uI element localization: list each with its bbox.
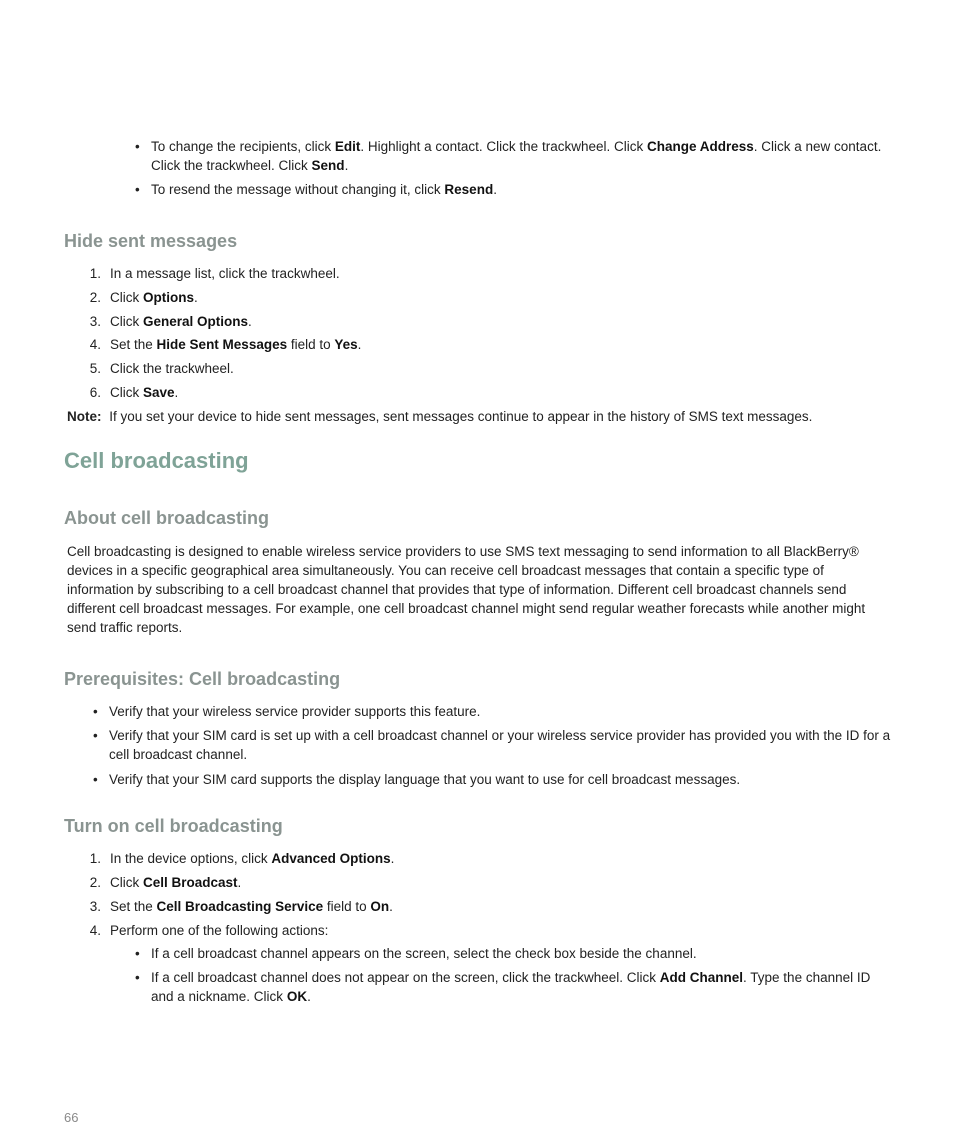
heading-cell-broadcasting: Cell broadcasting: [64, 448, 249, 473]
bullet-text: To resend the message without changing it, click Resend.: [151, 182, 497, 197]
heading-hide-sent-messages: Hide sent messages: [64, 231, 238, 251]
heading-prerequisites: Prerequisites: Cell broadcasting: [64, 669, 341, 689]
bullet-marker: •: [135, 139, 140, 154]
note: [67, 407, 897, 426]
bullet-text: Verify that your SIM card supports the display language that you want to use for cell broadcast messages.: [109, 772, 741, 787]
bullet-text: Verify that your wireless service provider supports this feature.: [109, 704, 481, 719]
bullet-marker: •: [135, 182, 140, 197]
bullet-marker: •: [93, 772, 98, 787]
bullet-text: If a cell broadcast channel does not appear on the screen, click the trackwheel. Click Add Channel. Type the channel ID and a nickname. Click OK.: [151, 970, 871, 1004]
document-page: • To change the recipients, click Edit. Highlight a contact. Click the trackwheel. Click Change Address. Click a new contact. Click the trackwheel. Click Send. • To resend the message without changing it, click Resend. Hide sent messages 1. In a message list, click the trackwheel. 2. Click Options. 3. Click General Options. 4. Set the Hide Sent Messages field to Yes. 5. Click the trackwheel. 6. Click Save. Note: If you set your device to hide sent messages, sent messages continue to appear in the history of SMS text messages. Cell broadcasting About cell broadcasting Cell broadcasting is designed to enable wireless service providers to use SMS text messaging to send information to all BlackBerry® devices in a specific geographical area simultaneously. You can receive cell broadcast messages that contain a specific type of information by subscribing to a cell broadcast channel that provides that type of information. Different cell broadcast channels send different cell broadcast messages. For example, one cell broadcast channel might send regular weather forecasts while another might send traffic reports. Prerequisites: Cell broadcasting • Verify that your wireless service provider supports this feature. • Verify that your SIM card is set up with a cell broadcast channel or your wireless service provider has provided you with the ID for a cell broadcast channel. • Verify that your SIM card supports the display language that you want to use for cell broadcast messages. Turn on cell broadcasting 1. In the device options, click Advanced Options. 2. Click Cell Broadcast. 3. Set the Cell Broadcasting Service field to On. 4. Perform one of the following actions: • If a cell broadcast channel appears on the screen, select the check box beside the channel. • If a cell broadcast channel does not appear on the screen, click the trackwheel. Click Add Channel. Type the channel ID and a nickname. Click OK. 66: [0, 0, 954, 1145]
heading-about-cell-broadcasting: About cell broadcasting: [64, 508, 270, 528]
note-text: If you set your device to hide sent messages, sent messages continue to appear in the history of SMS text messages.: [109, 409, 813, 424]
bullet-text: If a cell broadcast channel appears on the screen, select the check box beside the channel.: [151, 946, 697, 961]
note-label: Note:: [67, 409, 102, 424]
bullet-marker: •: [93, 728, 98, 743]
bullet-text: Verify that your SIM card is set up with a cell broadcast channel or your wireless service provider has provided you with the ID for a cell broadcast channel.: [109, 728, 891, 762]
bullet-marker: •: [135, 970, 140, 985]
page-number: 66: [64, 1110, 79, 1125]
bullet-marker: •: [93, 704, 98, 719]
heading-turn-on-cell-broadcasting: Turn on cell broadcasting: [64, 816, 283, 836]
bullet-marker: •: [135, 946, 140, 961]
about-paragraph: Cell broadcasting is designed to enable wireless service providers to use SMS text messaging to send information to all BlackBerry® devices in a specific geographical area simultaneously. You can receive cell broadcast messages that contain a specific type of information by subscribing to a cell broadcast channel that provides that type of information. Different cell broadcast channels send different cell broadcast messages. For example, one cell broadcast channel might send regular weather forecasts while another might send traffic reports.: [67, 544, 866, 635]
bullet-text: To change the recipients, click Edit. Highlight a contact. Click the trackwheel. Click Change Address. Click a new contact. Click the trackwheel. Click Send.: [151, 139, 882, 173]
